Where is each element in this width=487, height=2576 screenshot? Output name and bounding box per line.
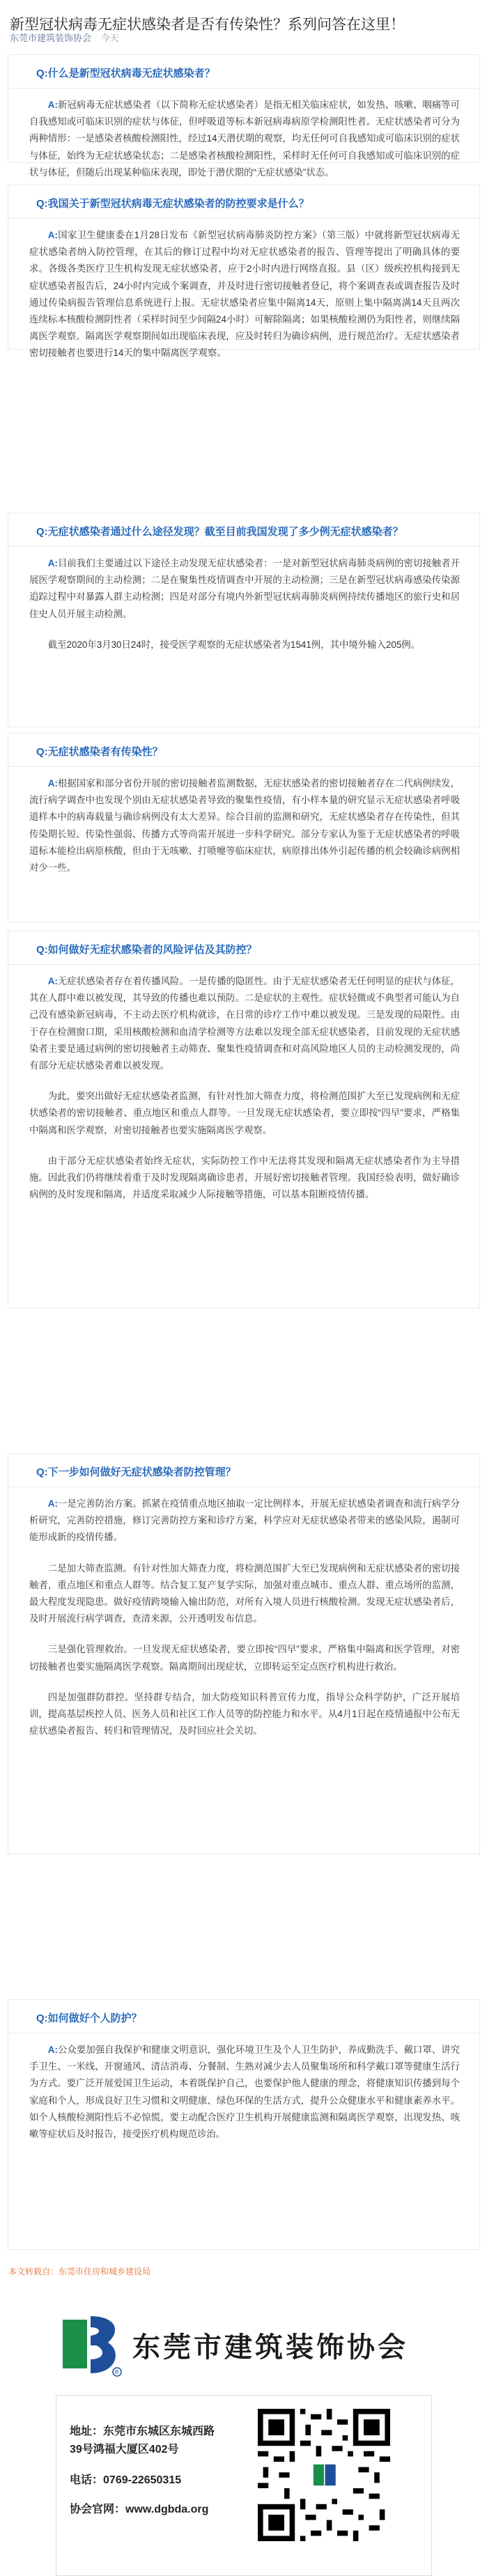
answer-label: A: [47,558,58,568]
answer-text: 三是强化管理救治。一旦发现无症状感染者，要立即按“四早”要求，严格集中隔离和医学管理，对密切接触者也要实施隔离医学观察。隔离期间出现症状，立即转运至定点医疗机构进行救治。 [29,1644,460,1672]
answer-label: A: [47,230,58,240]
answer-label: A: [47,100,58,110]
qa-section-7 [8,1999,480,2250]
qa-section-1 [8,54,480,178]
answer-text: 一是完善防治方案。抓紧在疫情重点地区抽取一定比例样本，开展无症状感染者调查和流行病学分析研究，完善防控措施，修订完善防控方案和诊疗方案，科学应对无症状感染者带来的感染风险，遏制可能形成新的疫情传播。 [29,1498,460,1543]
answer-body [29,775,460,876]
publish-date: 今天 [100,33,119,43]
answer-body [29,97,460,181]
answer-text: 由于部分无症状感染者始终无症状，实际防控工作中无法将其发现和隔离无症状感染者作为主导措施。因此我们仍将继续着重于及时发现隔离确诊患者，开展好密切接触者管理。我国经验表明，做好确诊病例的及时发现和隔离，并适度采取减少人际接触等措施，可以基本阻断疫情传播。 [29,1155,460,1200]
article-meta [10,31,119,44]
question-text: Q:下一步如何做好无症状感染者防控管理？ [36,1466,236,1478]
answer-text: 截至2020年3月30日24时，接受医学观察的无症状感染者为1541例，其中境外输入205例。 [47,639,421,650]
answer-paragraph [29,1689,460,1740]
answer-text: 四是加强群防群控。坚持群专结合，加大防疫知识科普宣传力度，指导公众科学防护，广泛开展培训，提高基层疾控人员、医务人员和社区工作人员等的防控能力和水平。从4月1日起在疫情通报中公布无症状感染者报告、转归和管理情况，及时回应社会关切。 [29,1691,460,1737]
qa-section-5 [8,931,480,1308]
answer-paragraph [29,973,460,1074]
answer-text: 根据国家和部分省份开展的密切接触者监测数据，无症状感染者的密切接触者存在二代病例续发，流行病学调查中也发现个别由无症状感染者导致的聚集性疫情，有小样本量的研究显示无症状感染者呼吸道样本中的病毒载量与确诊病例没有太大差异。综合目前的监测和研究，无症状感染者存在传染性，但其传染期长短、传染性强弱、传播方式等尚需开展进一步科学研究。部分专家认为鉴于无症状感染者的呼吸道标本能检出病原核酸，但由于无咳嗽、打喷嚏等临床症状，病原排出体外引起传播的机会较确诊病例相对少一些。 [29,778,460,874]
question-header [8,513,479,547]
answer-paragraph [29,555,460,623]
answer-text: 国家卫生健康委在1月28日发布《新型冠状病毒肺炎防控方案》（第三版）中就将新型冠状病毒无症状感染者纳入防控管理，在其后的修订过程中均对无症状感染者的报告、管理等提出了明确具体的要求。各级各类医疗卫生机构发现无症状感染者，应于2小时内进行网络直报。县（区）级疾控机构接到无症状感染者报告后，24小时内完成个案调查，并及时进行密切接触者登记，将个案调查表或调查报告及时通过传染病报告管理信息系统进行上报。无症状感染者应集中隔离14天，原则上集中隔离满14天且两次连续标本核酸检测阴性者（采样时间至少间隔24小时）可解除隔离；如果核酸检测仍为阳性者，则继续隔离医学观察。隔离医学观察期间如出现临床表现，应及时转归为确诊病例，进行规范治疗。无症状感染者密切接触者也要进行14天的集中隔离医学观察。 [29,230,460,359]
qa-section-6 [8,1453,480,1854]
answer-body [29,1496,460,1739]
website-label: 协会官网： [70,2504,126,2515]
answer-body [29,555,460,653]
answer-paragraph [29,1088,460,1139]
address-line-1: 东莞市东城区东城西路 [103,2426,215,2437]
answer-body [29,973,460,1203]
qa-section-2 [8,185,480,359]
question-text: Q:如何做好无症状感染者的风险评估及其防控？ [36,944,257,956]
answer-text: 二是加大筛查监测。有针对性加大筛查力度，将检测范围扩大至已发现病例和无症状感染者的密切接触者，重点地区和重点人群等。结合复工复产复学实际，加强对重点城市、重点人群、重点场所的监测，最大程度发现隐患。做好疫情跨境输入输出防范，对所有入境人员进行核酸检测。发现无症状感染者后，及时开展流行病学调查，查清来源，公开透明发布信息。 [29,1562,460,1624]
article-title: 新型冠状病毒无症状感染者是否有传染性？系列问答在这里！ [10,17,405,33]
answer-paragraph [29,97,460,181]
account-name-link[interactable]: 东莞市建筑装饰协会 [10,33,92,43]
answer-text: 目前我们主要通过以下途径主动发现无症状感染者：一是对新型冠状病毒肺炎病例的密切接触者开展医学观察期间的主动检测；二是在聚集性疫情调查中开展的主动检测；三是在新型冠状病毒感染传染源追踪过程中对暴露人群主动检测；四是对部分有境内外新型冠状病毒肺炎病例持续传播地区的旅行史和居住史人员开展主动检测。 [29,558,460,619]
answer-text: 公众要加强自我保护和健康文明意识，强化环境卫生及个人卫生防护，养成勤洗手、戴口罩、讲究手卫生、一米线、开窗通风、清洁消毒、分餐制、生熟对减少去人员聚集场所和科学戴口罩等健康生活行为方式。要广泛开展爱国卫生运动，本着既保护自己，也要保护他人健康的理念，将健康知识传播到每个家庭和个人，形成良好卫生习惯和文明健康、绿色环保的生活方式，提升公众健康水平和健康素养水平。如个人核酸检测阳性后不必惊慌，要主动配合医疗卫生机构开展健康监测和隔离医学观察，出现发热、咳嗽等症状后及时报告，接受医疗机构规范诊治。 [29,2044,460,2140]
association-logo-text: 东莞市建筑装饰协会 [132,2331,408,2364]
question-header [8,185,479,219]
qa-section-4 [8,733,480,922]
answer-label: A: [47,976,58,986]
address-label: 地址： [70,2426,104,2437]
answer-text: 无症状感染者存在着传播风险。一是传播的隐匿性。由于无症状感染者无任何明显的症状与体征，其在人群中难以被发现，其导致的传播也难以预防。二是症状的主观性。症状轻微或不典型者可能认为自己没有感染新冠病毒，不主动去医疗机构就诊，在日常的诊疗工作中难以被发现。三是发现的局限性。由于存在检测窗口期，采用核酸检测和血清学检测等方法难以发现全部无症状感染者，目前发现的无症状感染者主要是通过病例的密切接触者主动筛查、聚集性疫情调查和对高风险地区人员的主动检测发现的，尚有部分无症状感染者难以被发现。 [29,976,460,1071]
answer-text: 为此，要突出做好无症状感染者监测，有针对性加大筛查力度，将检测范围扩大至已发现病例和无症状感染者的密切接触者、重点地区和重点人群等。一旦发现无症状感染者，要立即按“四早”要求，严格集中隔离和医学观察，对密切接触者也要实施隔离医学观察。 [29,1091,460,1135]
question-text: Q:什么是新型冠状病毒无症状感染者？ [36,68,215,79]
question-header [8,931,479,965]
question-text: Q:我国关于新型冠状病毒无症状感染者的防控要求是什么？ [36,198,309,210]
answer-paragraph [29,637,460,653]
answer-body [29,2042,460,2143]
phone-number: 0769-22650315 [103,2474,182,2486]
source-note: 本文转载自：东莞市住房和城乡建设局 [8,2267,151,2276]
svg-text:R: R [115,2369,119,2375]
answer-text: 新冠病毒无症状感染者（以下简称无症状感染者）是指无相关临床症状，如发热、咳嗽、咽痛等可自我感知或可临床识别的症状与体征，但呼吸道等标本新冠病毒病原学检测阳性者。无症状感染者可分为两种情形：一是感染者核酸检测阳性，经过14天潜伏期的观察，均无任何可自我感知或可临床识别的症状与体征，始终为无症状感染状态；二是感染者核酸检测阳性，采样时无任何可自我感知或可临床识别的症状与体征，但随后出现某种临床表现，即处于潜伏期的“无症状感染”状态。 [29,100,460,178]
answer-paragraph [29,1496,460,1546]
answer-paragraph [29,1153,460,1204]
association-logo-icon [56,2309,125,2379]
question-header [8,734,479,767]
qr-code-icon [258,2409,390,2541]
answer-paragraph [29,1641,460,1675]
website-block [70,2501,208,2519]
question-text: Q:如何做好个人防护？ [36,2012,142,2024]
question-header [8,2000,479,2033]
answer-label: A: [47,2044,58,2055]
phone-block [70,2472,181,2490]
answer-paragraph [29,775,460,876]
address-block [70,2423,215,2459]
answer-body [29,227,460,362]
answer-label: A: [47,778,58,789]
address-line-2: 39号鸿福大厦区402号 [70,2444,179,2455]
answer-paragraph [29,227,460,362]
question-text: Q:无症状感染者通过什么途径发现？截至目前我国发现了多少例无症状感染者？ [36,526,403,538]
question-text: Q:无症状感染者有传染性？ [36,746,163,758]
question-header [8,55,479,88]
answer-paragraph [29,1560,460,1628]
qa-section-3 [8,513,480,727]
website-link[interactable]: www.dgbda.org [125,2504,209,2515]
question-header [8,1454,479,1487]
answer-paragraph [29,2042,460,2143]
phone-label: 电话： [70,2474,104,2486]
answer-label: A: [47,1498,58,1509]
